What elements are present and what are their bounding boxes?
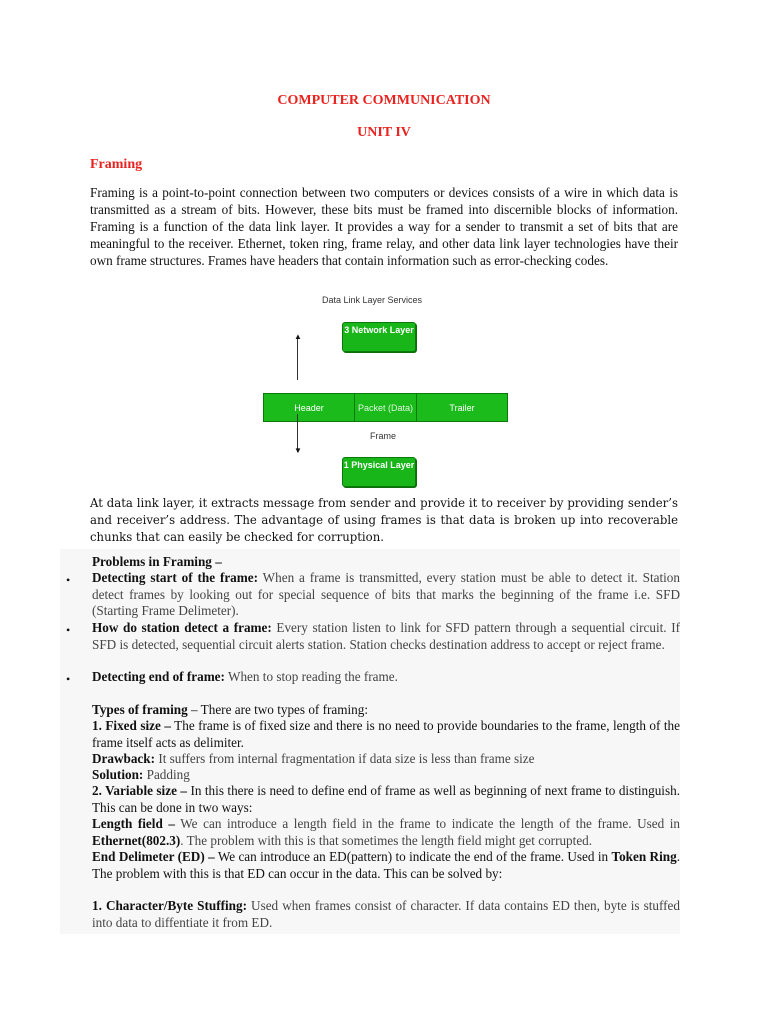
drawback-text: It suffers from internal fragmentation if data size is less than frame size xyxy=(158,751,535,766)
variable-size-paragraph xyxy=(92,783,680,816)
fixed-size-paragraph xyxy=(92,718,680,751)
frame-trailer-cell: Trailer xyxy=(449,402,475,413)
ethernet-term: Ethernet(802.3) xyxy=(92,832,181,848)
problem-item xyxy=(92,669,680,686)
up-arrow-icon: ▲ xyxy=(294,332,302,341)
length-field-paragraph xyxy=(92,816,680,849)
data-link-layer-diagram xyxy=(260,292,510,492)
types-intro-line xyxy=(92,702,680,719)
problems-heading: Problems in Framing – xyxy=(92,554,222,569)
frame-bar xyxy=(263,393,508,422)
network-layer-box: 3 Network Layer xyxy=(342,322,416,352)
bullet-icon: • xyxy=(66,672,71,686)
fixed-size-term: 1. Fixed size – xyxy=(92,718,171,733)
unit-heading: UNIT IV xyxy=(357,125,411,140)
after-diagram-paragraph: At data link layer, it extracts message from sender and provide it to receiver by providing sender’s and receiver’s address. The advantage of using frames is that data is broken up into recoverable chunks that can easily be checked for corruption. xyxy=(90,496,678,544)
problem-term: Detecting end of frame: xyxy=(92,669,225,684)
frame-label: Frame xyxy=(370,431,397,441)
problem-text: Every station listen to link for SFD pattern through a sequential circuit. If SFD is detected, sequential circuit alerts station. Station checks destination address to accept or reject frame. xyxy=(92,620,680,652)
frame-packet-cell: Packet (Data) xyxy=(357,402,414,413)
problem-term: How do station detect a frame: xyxy=(92,620,272,635)
down-arrow-icon: ▼ xyxy=(294,446,302,455)
problem-term: Detecting start of the frame: xyxy=(92,570,259,585)
intro-paragraph: Framing is a point-to-point connection between two computers or devices consists of a wire in which data is transmitted as a stream of bits. However, these bits must be framed into discernible blocks of information. Framing is a function of the data link layer. It provides a way for a sender to transmit a set of bits that are meaningful to the receiver. Ethernet, token ring, frame relay, and other data link layer technologies have their own frame structures. Frames have headers that contain information such as error-checking codes. xyxy=(90,185,678,268)
byte-stuffing-term: 1. Character/Byte Stuffing: xyxy=(92,898,247,913)
solution-line xyxy=(92,767,680,784)
diagram-title: Data Link Layer Services xyxy=(322,295,423,305)
section-heading-framing: Framing xyxy=(90,157,143,172)
problem-item xyxy=(92,570,680,620)
types-heading: Types of framing xyxy=(92,702,188,717)
byte-stuffing-text: Used when frames consist of character. If data contains ED then, byte is stuffed into data to diffentiate it from ED. xyxy=(92,898,680,930)
length-field-text: We can introduce a length field in the frame to indicate the length of the frame. Used in xyxy=(180,816,681,831)
end-delimeter-paragraph xyxy=(92,849,680,882)
variable-size-term: 2. Variable size – xyxy=(92,783,187,798)
ed-term: End Delimeter (ED) – xyxy=(92,849,215,864)
solution-text: Padding xyxy=(146,767,190,782)
problem-text: When a frame is transmitted, every station must be able to detect it. Station detect frames by looking out for special sequence of bits that marks the beginning of the frame i.e. SFD (Starting Frame Delimeter). xyxy=(92,570,680,618)
length-field-term: Length field – xyxy=(92,816,175,831)
physical-layer-box: 1 Physical Layer xyxy=(342,457,416,487)
document-title: COMPUTER COMMUNICATION xyxy=(277,93,491,108)
token-ring-term: Token Ring xyxy=(611,849,677,864)
types-intro: – There are two types of framing: xyxy=(191,702,369,717)
bullet-icon: • xyxy=(66,623,71,637)
solution-term: Solution: xyxy=(92,767,144,782)
bullet-icon: • xyxy=(66,573,71,587)
up-arrow-line xyxy=(297,338,298,380)
length-field-text-2: . The problem with this is that sometimes the length field might get corrupted. xyxy=(180,832,593,848)
variable-size-text: In this there is need to define end of frame as well as beginning of next frame to distinguish. This can be done in two ways: xyxy=(92,783,680,815)
drawback-line xyxy=(92,751,680,768)
ed-text-2: . The problem with this is that ED can occur in the data. This can be solved by: xyxy=(92,849,680,881)
fixed-size-text: The frame is of fixed size and there is no need to provide boundaries to the frame, length of the frame itself acts as delimiter. xyxy=(92,718,680,750)
problem-text: When to stop reading the frame. xyxy=(228,669,398,684)
ed-text: We can introduce an ED(pattern) to indicate the end of the frame. Used in xyxy=(217,849,609,864)
byte-stuffing-paragraph xyxy=(92,898,680,931)
frame-header-cell: Header xyxy=(294,402,324,413)
problem-item xyxy=(92,620,680,653)
drawback-term: Drawback: xyxy=(92,751,156,766)
